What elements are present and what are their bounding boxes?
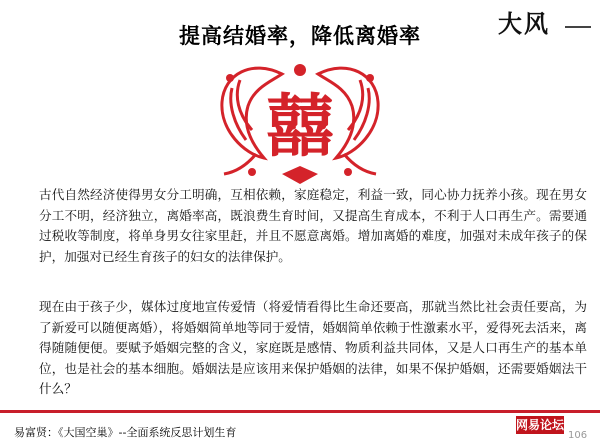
- paragraph-economy: 古代自然经济使得男女分工明确，互相依赖，家庭稳定，利益一致，同心协力抚养小孩。现在男女分工不明，经济独立，离婚率高，既浪费生育时间，又提高生育成本，不利于人口再生产。需要通过税收等制度，将单身男女往家里赶，并且不愿意离婚。增加离婚的难度，加强对未成年孩子的保护，加强对已经生育孩子的妇女的法律保护。: [39, 187, 587, 264]
- double-happiness-emblem: [212, 54, 388, 188]
- double-happiness-character: 囍: [265, 87, 335, 167]
- paragraph-marriage-law: 现在由于孩子少，媒体过度地宣传爱情（将爱情看得比生命还要高，那就当然比社会责任要高，为了新爱可以随便离婚），将婚姻简单地等同于爱情，婚姻简单依赖于性激素水平，爱得死去活来，离得随随便便。要赋予婚姻完整的含义，家庭既是感情、物质利益共同体，又是人口再生产的基本单位，也是社会的基本细胞。婚姻法是应该用来保护婚姻的法律，如果不保护婚姻，还需要婚姻法干什么？: [39, 299, 587, 396]
- slide-title: 提高结婚率，降低离婚率: [179, 24, 421, 48]
- logo: 大风: [498, 9, 550, 38]
- footer-divider: [0, 410, 600, 413]
- footer-citation: 易富贤：《大国空巢》--全面系统反思计划生育: [14, 426, 237, 439]
- logo-underline: [565, 26, 591, 28]
- brand-badge: 网易论坛: [516, 418, 565, 432]
- page-number: 106: [568, 430, 588, 441]
